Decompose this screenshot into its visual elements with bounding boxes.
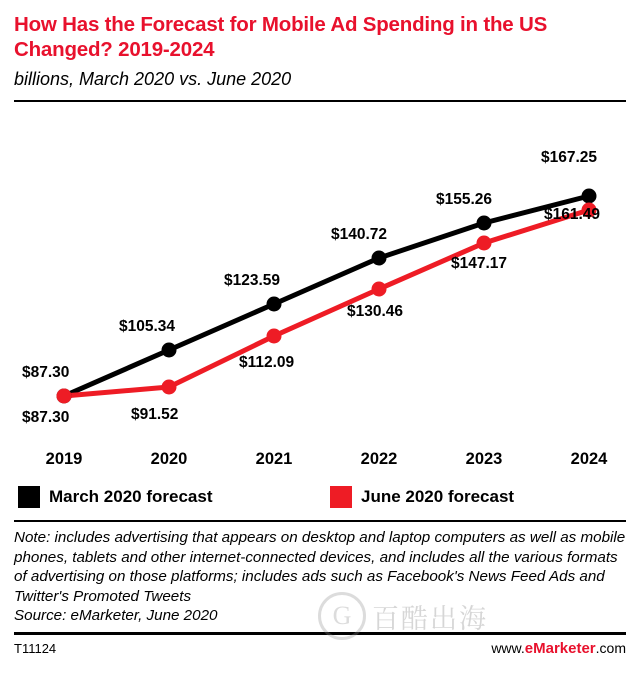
- footer-code: T11124: [14, 640, 57, 656]
- header-divider: [14, 100, 626, 102]
- data-label-june-2022: $130.46: [347, 303, 404, 320]
- page-subtitle: billions, March 2020 vs. June 2020: [14, 69, 292, 89]
- data-label-march-2019: $87.30: [22, 364, 70, 381]
- line-chart: [14, 106, 626, 456]
- footer: [14, 635, 626, 657]
- footer-site-brand: eMarketer: [524, 639, 596, 657]
- footer-site-suffix: .com: [595, 639, 626, 656]
- x-axis-tick-2023: 2023: [465, 450, 503, 468]
- marker-march-2023: [477, 216, 492, 231]
- data-label-march-2024: $167.25: [541, 149, 598, 166]
- data-label-june-2024: $161.49: [544, 206, 601, 223]
- chart-plot: [14, 106, 626, 456]
- x-axis-tick-2020: 2020: [150, 450, 188, 468]
- series-line-march: [64, 196, 589, 396]
- marker-june-2023: [477, 236, 492, 251]
- legend-label-june: June 2020 forecast: [361, 487, 515, 506]
- footer-site-prefix: www.: [491, 639, 525, 656]
- x-axis-tick-2021: 2021: [255, 450, 293, 468]
- data-label-march-2023: $155.26: [436, 191, 493, 208]
- chart-note: Note: includes advertising that appears on desktop and laptop computers as well as mobile phones, tablets and other internet-connected devices, and includes all the various formats of advertising on those platforms; includes ads such as Facebook's News Feed Ads and Twitter's Promoted Tweets: [14, 529, 626, 605]
- x-axis: [14, 450, 626, 480]
- page-title: How Has the Forecast for Mobile Ad Spending in the US Changed? 2019-2024: [14, 13, 548, 61]
- marker-march-2024: [582, 189, 597, 204]
- data-label-march-2022: $140.72: [331, 226, 388, 243]
- series-line-june: [64, 210, 589, 396]
- marker-march-2021: [267, 297, 282, 312]
- data-label-march-2021: $123.59: [224, 272, 281, 289]
- marker-june-2019: [57, 389, 72, 404]
- legend-item-june: [330, 486, 514, 508]
- legend-item-march: [18, 486, 212, 508]
- x-axis-tick-2019: 2019: [45, 450, 83, 468]
- x-axis-tick-2024: 2024: [570, 450, 608, 468]
- footer-website: [491, 640, 626, 657]
- x-axis-tick-2022: 2022: [360, 450, 398, 468]
- marker-march-2020: [162, 343, 177, 358]
- watermark-text: 百酷出海: [372, 603, 488, 635]
- marker-june-2021: [267, 329, 282, 344]
- data-label-june-2020: $91.52: [131, 406, 179, 423]
- data-label-march-2020: $105.34: [119, 318, 176, 335]
- marker-june-2020: [162, 380, 177, 395]
- data-label-june-2023: $147.17: [451, 255, 508, 272]
- data-label-june-2019: $87.30: [22, 409, 70, 426]
- legend-swatch-march-icon: [18, 486, 40, 508]
- legend-swatch-june-icon: [330, 486, 352, 508]
- marker-june-2022: [372, 282, 387, 297]
- marker-march-2022: [372, 251, 387, 266]
- data-label-june-2021: $112.09: [239, 354, 295, 371]
- chart-source: Source: eMarketer, June 2020: [14, 607, 218, 624]
- legend-label-march: March 2020 forecast: [49, 487, 213, 506]
- chart-legend: [14, 486, 626, 522]
